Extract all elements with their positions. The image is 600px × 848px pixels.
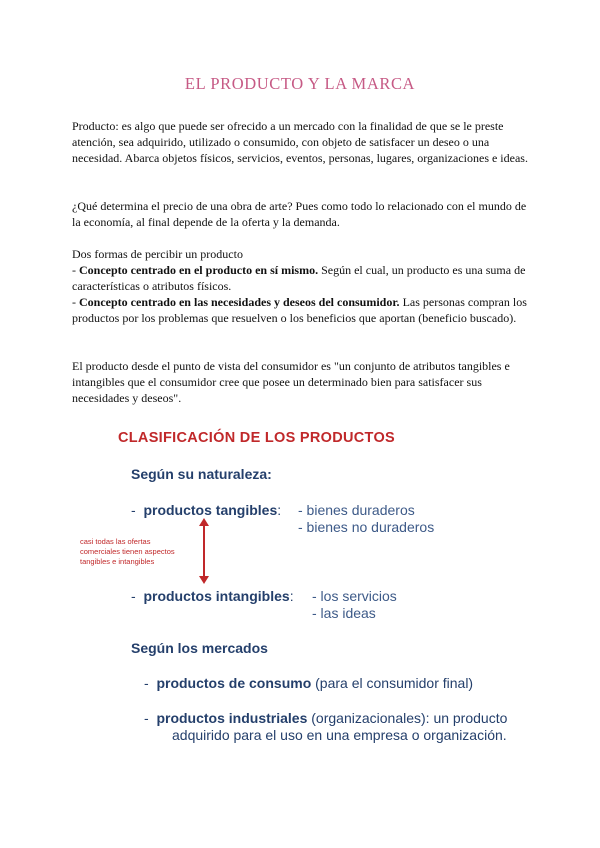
- note-line: casi todas las ofertas: [80, 537, 151, 546]
- colon: :: [277, 502, 282, 518]
- dash: -: [144, 710, 149, 726]
- intangibles-item: - los servicios: [312, 588, 397, 604]
- dash: -: [131, 502, 136, 518]
- colon: :: [289, 588, 294, 604]
- paragraph-precio: [72, 198, 528, 230]
- double-arrow-icon: [196, 518, 212, 584]
- list-item: [72, 294, 528, 326]
- dash: -: [72, 263, 79, 277]
- industriales-label: productos industriales: [156, 710, 308, 726]
- paragraph-intro: Dos formas de percibir un producto: [72, 247, 243, 261]
- intangibles-label: productos intangibles: [143, 588, 290, 604]
- tangibles-item: - bienes no duraderos: [298, 519, 435, 535]
- paragraph-producto: [72, 118, 528, 166]
- industriales-row: [144, 710, 507, 726]
- paragraph-text: Producto: es algo que puede ser ofrecido a un mercado con la finalidad de que se le preste atención, sea adquirido, utilizado o consumido, con objeto de satisfacer un deseo o una necesidad. Abarca objetos físicos, servicios, eventos, personas, lugares, organizaciones e ideas.: [72, 119, 528, 165]
- tangibles-label: productos tangibles: [143, 502, 278, 518]
- bold-concept: Concepto centrado en el producto en sí mismo.: [79, 263, 319, 277]
- side-note: [80, 537, 192, 567]
- intangibles-item: - las ideas: [312, 605, 376, 621]
- dash: -: [72, 295, 79, 309]
- dash: -: [144, 675, 149, 691]
- consumo-note: (para el consumidor final): [315, 675, 474, 691]
- document-title: EL PRODUCTO Y LA MARCA: [184, 74, 416, 93]
- concept-text: Según el cual, un producto es una suma de características o atributos físicos.: [72, 263, 526, 293]
- bold-concept: Concepto centrado en las necesidades y deseos del consumidor.: [79, 295, 400, 309]
- consumo-label: productos de consumo: [156, 675, 312, 691]
- tangibles-item: - bienes duraderos: [298, 502, 415, 518]
- concept-text: Las personas compran los productos por los problemas que resuelven o los beneficios que aportan (beneficio buscado).: [72, 295, 527, 325]
- heading-naturaleza: Según su naturaleza:: [131, 466, 272, 482]
- industriales-line2: adquirido para el uso en una empresa o organización.: [172, 727, 507, 743]
- consumo-row: [144, 675, 473, 691]
- paragraph-formas: [72, 246, 528, 326]
- note-line: comerciales tienen aspectos: [80, 547, 175, 556]
- paragraph-consumidor: [72, 358, 528, 406]
- heading-mercados: Según los mercados: [131, 640, 268, 656]
- intangibles-row: [131, 588, 294, 604]
- note-line: tangibles e intangibles: [80, 557, 155, 566]
- paragraph-text: ¿Qué determina el precio de una obra de arte? Pues como todo lo relacionado con el mundo de la economía, al final depende de la oferta y la demanda.: [72, 199, 527, 229]
- dash: -: [131, 588, 136, 604]
- figure-title: CLASIFICACIÓN DE LOS PRODUCTOS: [118, 430, 395, 446]
- tangibles-row: [131, 502, 281, 518]
- list-item: [72, 262, 528, 294]
- paragraph-text: El producto desde el punto de vista del consumidor es "un conjunto de atributos tangibles e intangibles que el consumidor cree que posee un determinado bien para satisfacer sus necesidades y deseos".: [72, 359, 510, 405]
- industriales-note: (organizacionales): un producto: [311, 710, 508, 726]
